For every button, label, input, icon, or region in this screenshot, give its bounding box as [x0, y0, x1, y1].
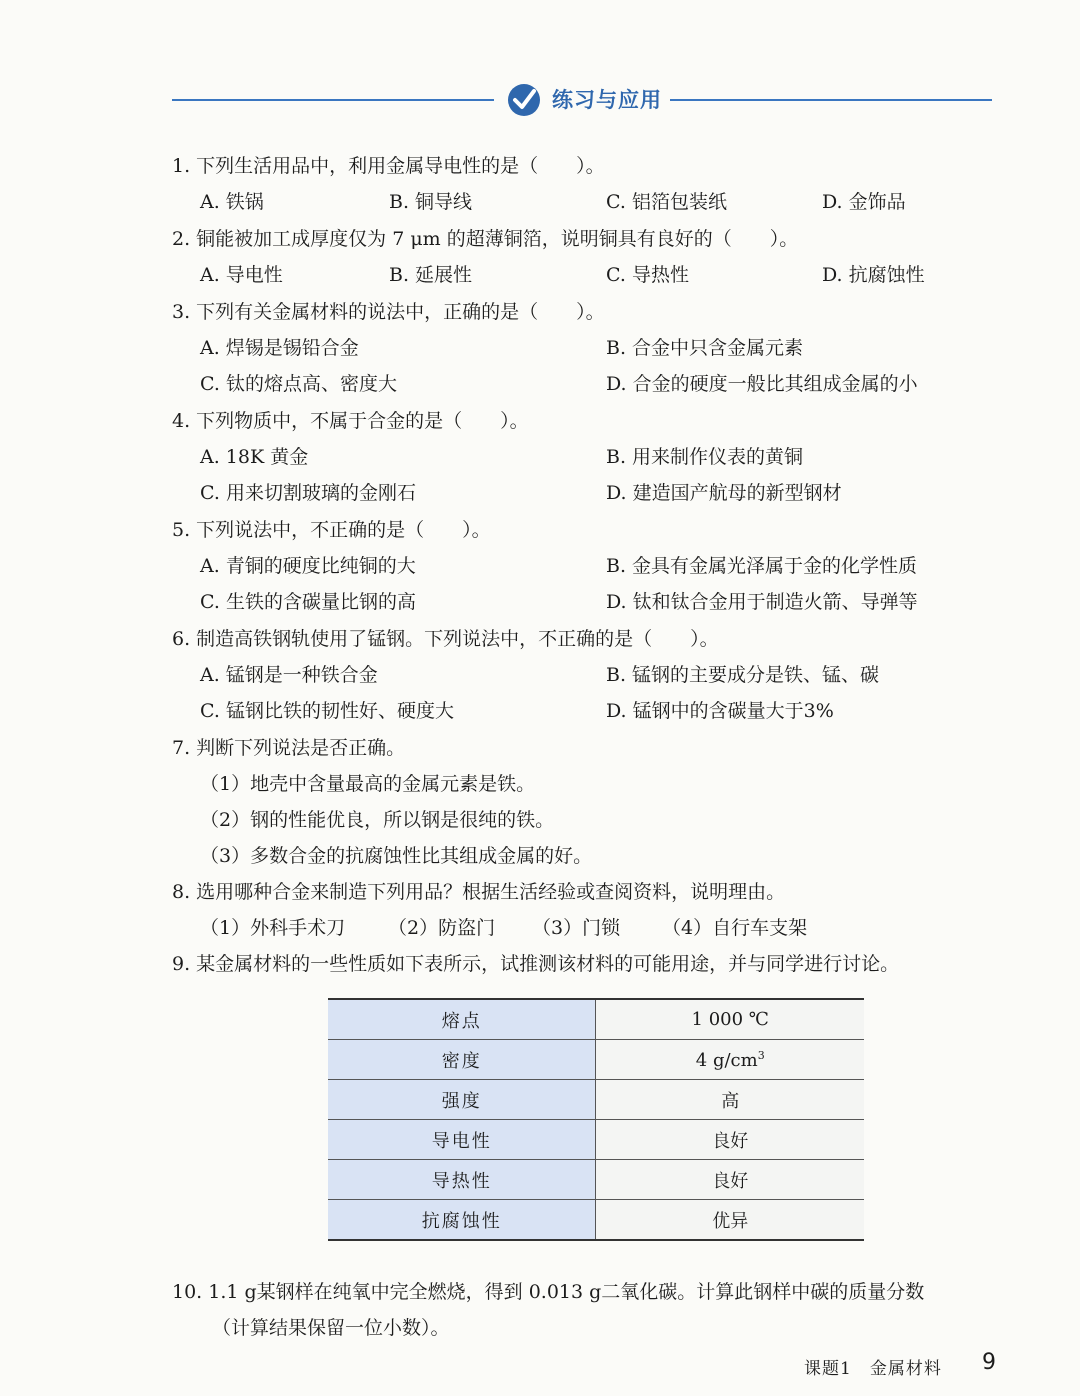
question-4-option-b: B. 用来制作仪表的黄铜: [606, 446, 804, 468]
question-8-item-3: （3）门锁: [532, 917, 621, 939]
question-1-option-a: A. 铁锅: [200, 191, 264, 213]
question-8-item-4: （4）自行车支架: [662, 917, 808, 939]
question-6-option-a: A. 锰钢是一种铁合金: [200, 664, 378, 686]
question-2-option-d: D. 抗腐蚀性: [822, 264, 925, 286]
question-5-option-d: D. 钛和钛合金用于制造火箭、导弹等: [606, 591, 918, 613]
question-6-option-b: B. 锰钢的主要成分是铁、锰、碳: [606, 664, 880, 686]
question-2-stem: 2. 铜能被加工成厚度仅为 7 μm 的超薄铜箔，说明铜具有良好的（ ）。: [172, 228, 799, 250]
question-2-option-b: B. 延展性: [389, 264, 473, 286]
question-7-item-1: （1）地壳中含量最高的金属元素是铁。: [200, 773, 536, 795]
question-2-option-c: C. 导热性: [606, 264, 689, 286]
property-value: 高: [596, 1080, 864, 1120]
table-row: [328, 1160, 864, 1200]
section-header: [172, 78, 992, 122]
property-value: 优异: [596, 1200, 864, 1241]
property-value: 良好: [596, 1160, 864, 1200]
property-name: 强度: [328, 1080, 596, 1120]
question-8-item-2: （2）防盗门: [388, 917, 496, 939]
table-row: [328, 1120, 864, 1160]
question-5-option-b: B. 金具有金属光泽属于金的化学性质: [606, 555, 918, 577]
question-6-option-d: D. 锰钢中的含碳量大于3%: [606, 700, 834, 722]
question-7-item-3: （3）多数合金的抗腐蚀性比其组成金属的好。: [200, 845, 593, 867]
footer-section-label: 课题1 金属材料: [804, 1359, 942, 1379]
density-value: 4 g/cm: [695, 1049, 758, 1071]
question-10-line-2: （计算结果保留一位小数）。: [212, 1317, 450, 1339]
property-name: 导电性: [328, 1120, 596, 1160]
question-2-option-a: A. 导电性: [200, 264, 283, 286]
question-8-item-1: （1）外科手术刀: [200, 917, 346, 939]
question-4-option-c: C. 用来切割玻璃的金刚石: [200, 482, 416, 504]
table-row: [328, 1080, 864, 1120]
question-3-option-d: D. 合金的硬度一般比其组成金属的小: [606, 373, 918, 395]
question-5-option-a: A. 青铜的硬度比纯铜的大: [200, 555, 416, 577]
question-5-stem: 5. 下列说法中，不正确的是（ ）。: [172, 519, 491, 541]
question-1-option-d: D. 金饰品: [822, 191, 906, 213]
property-value: 良好: [596, 1120, 864, 1160]
question-1-stem: 1. 下列生活用品中，利用金属导电性的是（ ）。: [172, 155, 605, 177]
question-7-item-2: （2）钢的性能优良，所以钢是很纯的铁。: [200, 809, 555, 831]
property-name: 熔点: [328, 999, 596, 1040]
page-footer: [804, 1350, 997, 1379]
table-row: [328, 999, 864, 1040]
question-7-stem: 7. 判断下列说法是否正确。: [172, 737, 406, 759]
header-rule-right: [670, 99, 992, 101]
property-name: 抗腐蚀性: [328, 1200, 596, 1241]
question-4-option-a: A. 18K 黄金: [200, 446, 309, 468]
question-5-option-c: C. 生铁的含碳量比钢的高: [200, 591, 416, 613]
question-6-stem: 6. 制造高铁钢轨使用了锰钢。下列说法中，不正确的是（ ）。: [172, 628, 719, 650]
question-1-option-c: C. 铝箔包装纸: [606, 191, 727, 213]
material-properties-table: [328, 998, 864, 1241]
header-rule-left: [172, 99, 494, 101]
question-1-option-b: B. 铜导线: [389, 191, 473, 213]
question-4-option-d: D. 建造国产航母的新型钢材: [606, 482, 842, 504]
property-value: [596, 1040, 864, 1080]
property-name: 密度: [328, 1040, 596, 1080]
density-exponent: 3: [757, 1048, 765, 1062]
question-3-option-c: C. 钛的熔点高、密度大: [200, 373, 397, 395]
section-title: 练习与应用: [552, 88, 662, 112]
question-3-option-a: A. 焊锡是锡铅合金: [200, 337, 359, 359]
question-8-stem: 8. 选用哪种合金来制造下列用品？根据生活经验或查阅资料，说明理由。: [172, 881, 786, 903]
question-10-line-1: 10. 1.1 g某钢样在纯氧中完全燃烧，得到 0.013 g二氧化碳。计算此钢样中碳的质量分数: [172, 1281, 925, 1303]
question-9-stem: 9. 某金属材料的一些性质如下表所示，试推测该材料的可能用途，并与同学进行讨论。: [172, 953, 900, 975]
question-4-stem: 4. 下列物质中，不属于合金的是（ ）。: [172, 410, 529, 432]
question-3-option-b: B. 合金中只含金属元素: [606, 337, 804, 359]
question-3-stem: 3. 下列有关金属材料的说法中，正确的是（ ）。: [172, 301, 605, 323]
property-name: 导热性: [328, 1160, 596, 1200]
page-number: 9: [982, 1350, 997, 1375]
table-row: [328, 1200, 864, 1241]
table-row: [328, 1040, 864, 1080]
checkmark-circle-icon: [506, 82, 542, 118]
property-value: 1 000 ℃: [596, 999, 864, 1040]
question-6-option-c: C. 锰钢比铁的韧性好、硬度大: [200, 700, 454, 722]
